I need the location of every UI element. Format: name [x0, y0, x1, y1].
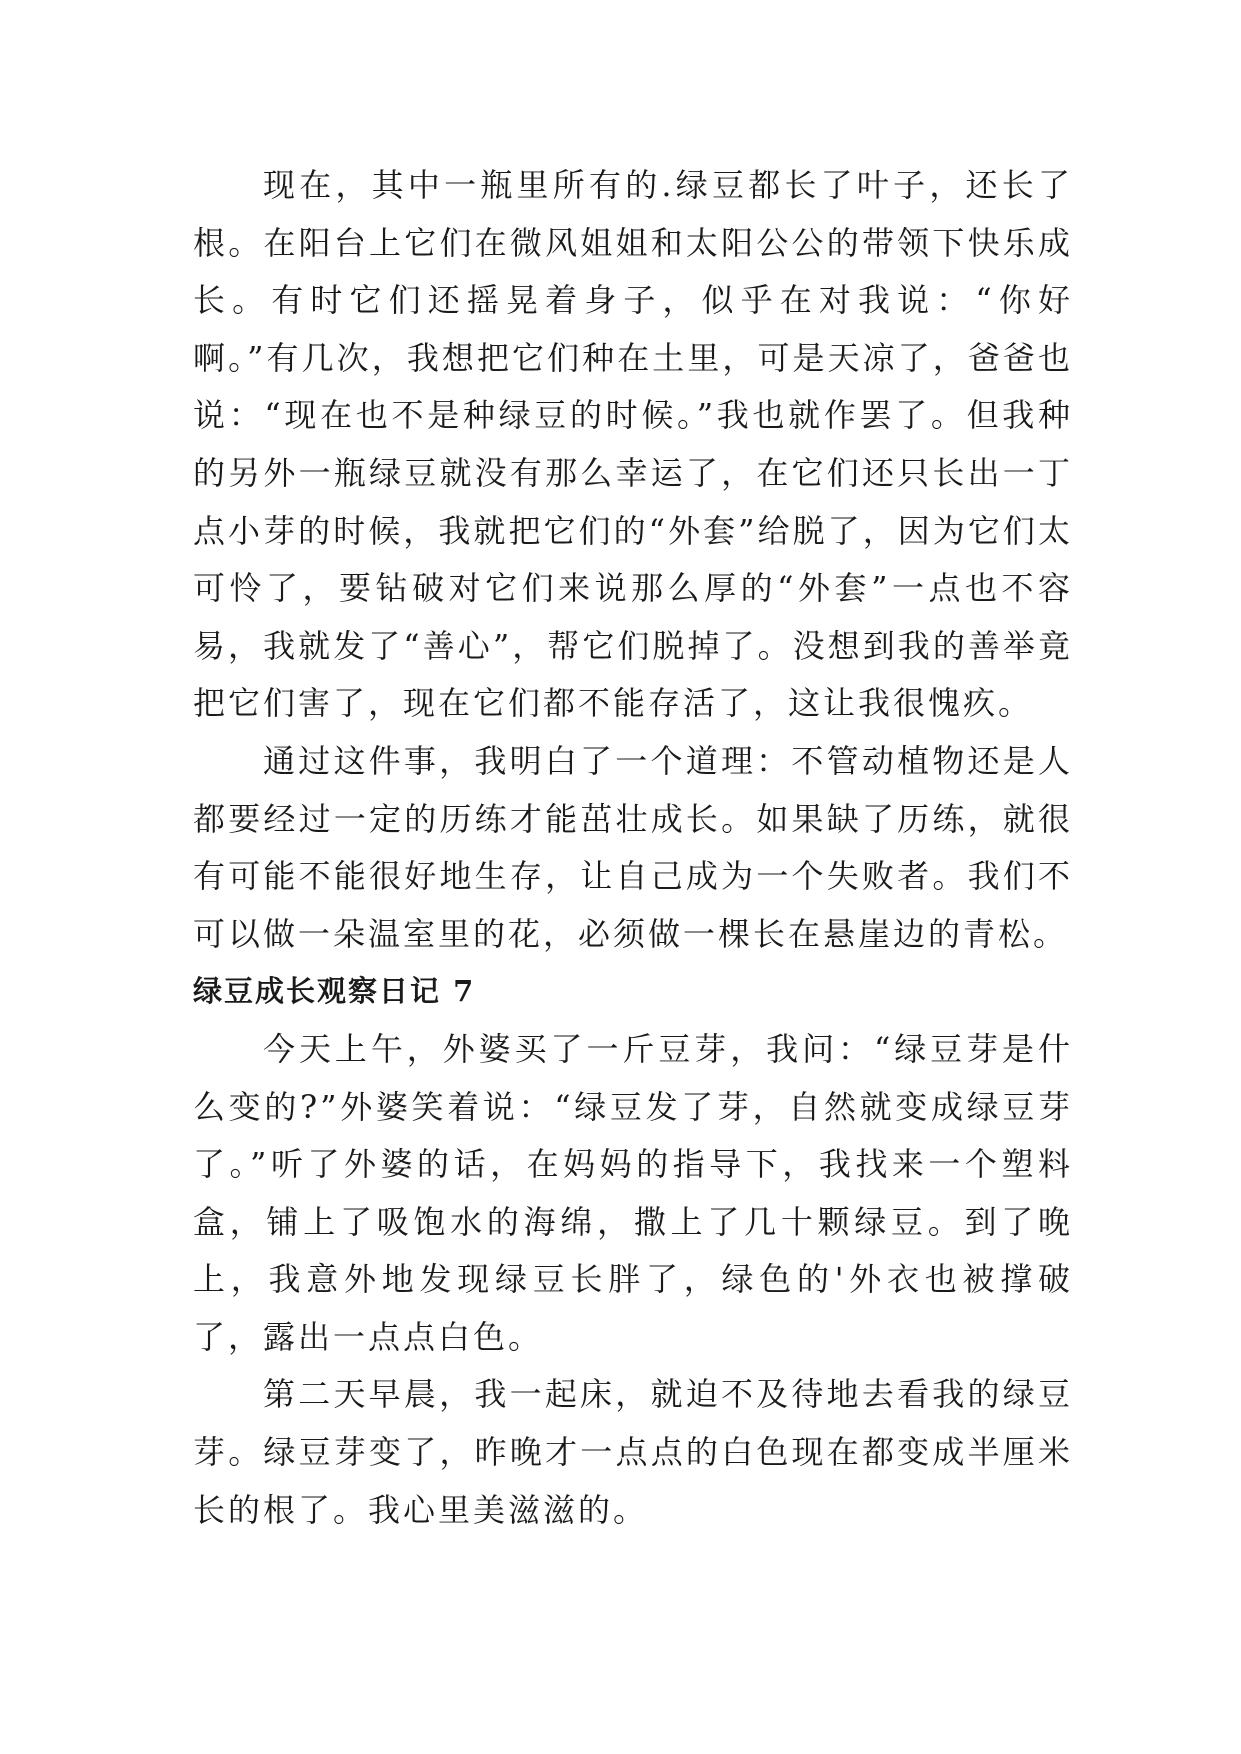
section-title: 绿豆成长观察日记 7: [193, 974, 476, 1009]
document-body: [193, 157, 1073, 1539]
paragraph: 通过这件事，我明白了一个道理：不管动植物还是人都要经过一定的历练才能茁壮成长。如果缺了历练，就很有可能不能很好地生存，让自己成为一个失败者。我们不可以做一朵温室里的花，必须做一棵长在悬崖边的青松。: [193, 741, 1073, 953]
paragraph: 第二天早晨，我一起床，就迫不及待地去看我的绿豆芽。绿豆芽变了，昨晚才一点点的白色现在都变成半厘米长的根了。我心里美滋滋的。: [193, 1375, 1073, 1529]
paragraph: 今天上午，外婆买了一斤豆芽，我问：“绿豆芽是什么变的?”外婆笑着说：“绿豆发了芽，自然就变成绿豆芽了。”听了外婆的话，在妈妈的指导下，我找来一个塑料盒，铺上了吸饱水的海绵，撒上了几十颗绿豆。到了晚上，我意外地发现绿豆长胖了，绿色的'外衣也被撑破了，露出一点点白色。: [193, 1029, 1073, 1356]
paragraph: 现在，其中一瓶里所有的.绿豆都长了叶子，还长了根。在阳台上它们在微风姐姐和太阳公公的带领下快乐成长。有时它们还摇晃着身子，似乎在对我说：“你好啊。”有几次，我想把它们种在土里，可是天凉了，爸爸也说：“现在也不是种绿豆的时候。”我也就作罢了。但我种的另外一瓶绿豆就没有那么幸运了，在它们还只长出一丁点小芽的时候，我就把它们的“外套”给脱了，因为它们太可怜了，要钻破对它们来说那么厚的“外套”一点也不容易，我就发了“善心”，帮它们脱掉了。没想到我的善举竟把它们害了，现在它们都不能存活了，这让我很愧疚。: [193, 166, 1073, 723]
